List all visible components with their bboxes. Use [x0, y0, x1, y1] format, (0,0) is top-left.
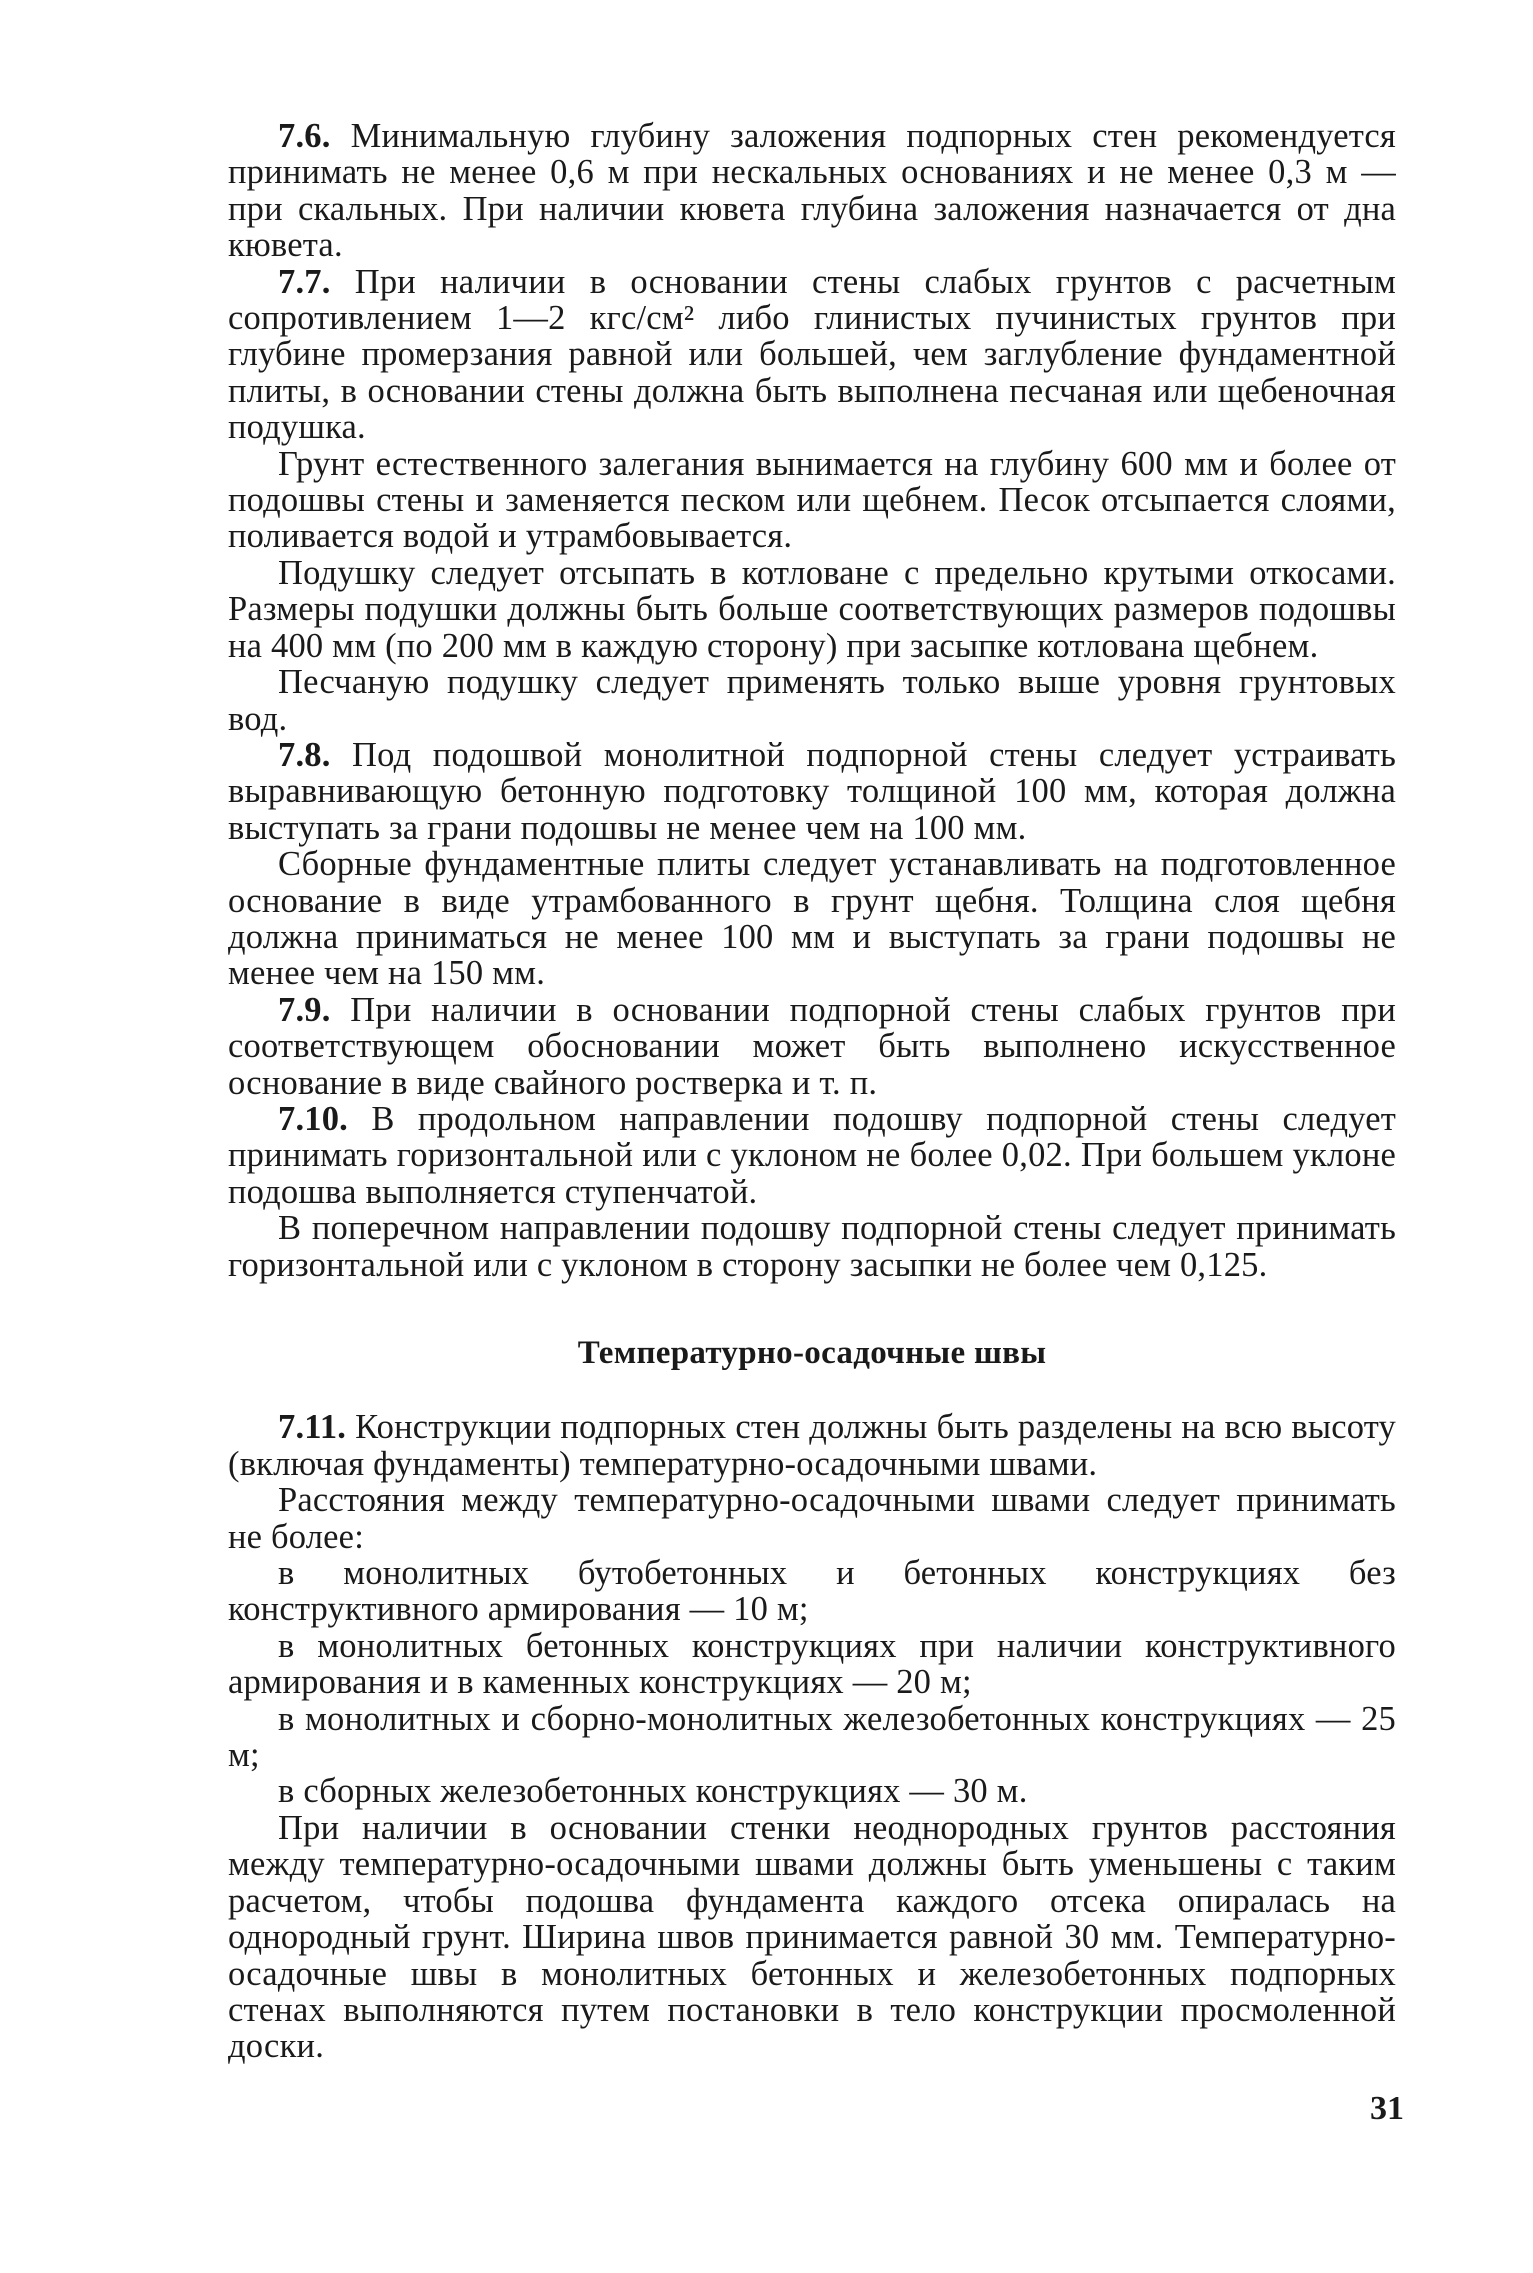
paragraph-transverse-slope [228, 1210, 1396, 1283]
clause-number: 7.7. [278, 262, 331, 301]
paragraph-heterogeneous-soils [228, 1810, 1396, 2065]
paragraph-text: Под подошвой монолитной подпорной стены следует устраивать выравнивающую бетонную подготовку толщиной 100 мм, которая должна выступать за грани подошвы не менее чем на 100 мм. [228, 735, 1396, 847]
paragraph-7-11 [228, 1409, 1396, 1482]
paragraph-text: Подушку следует отсыпать в котловане с предельно крутыми откосами. Размеры подушки должны быть больше соответствующих размеров подошвы на 400 мм (по 200 мм в каждую сторону) при засыпке котлована щебнем. [228, 553, 1396, 665]
paragraph-text: в монолитных бутобетонных и бетонных конструкциях без конструктивного армирования — 10 м; [228, 1554, 1396, 1629]
paragraph-text: Грунт естественного залегания вынимается на глубину 600 мм и более от подошвы стены и заменяется песком или щебнем. Песок отсыпается слоями, поливается водой и утрамбовывается. [228, 444, 1396, 556]
paragraph-7-8 [228, 737, 1396, 846]
list-item-rubble-concrete [228, 1555, 1396, 1628]
paragraph-7-9 [228, 992, 1396, 1101]
clause-number: 7.10. [278, 1099, 348, 1138]
paragraph-text: Минимальную глубину заложения подпорных стен рекомендуется принимать не менее 0,6 м при нескальных основаниях и не менее 0,3 м — при скальных. При наличии кювета глубина заложения назначается от дна кювета. [228, 117, 1397, 265]
page-number: 31 [1370, 2090, 1404, 2127]
list-item-reinforced-concrete-stone [228, 1628, 1396, 1701]
paragraph-cushion-dimensions [228, 555, 1396, 664]
paragraph-text: в монолитных бетонных конструкциях при наличии конструктивного армирования и в каменных конструкциях — 20 м; [228, 1626, 1396, 1702]
paragraph-text: При наличии в основании подпорной стены слабых грунтов при соответствующем обосновании может быть выполнено искусственное основание в виде свайного ростверка и т. п. [228, 990, 1396, 1102]
paragraph-text: Конструкции подпорных стен должны быть разделены на всю высоту (включая фундаменты) температурно-осадочными швами. [228, 1408, 1396, 1483]
paragraph-text: При наличии в основании стены слабых грунтов с расчетным сопротивлением 1—2 кгс/см² либо глинистых пучинистых грунтов при глубине промерзания равной или большей, чем заглубление фундаментной плиты, в основании стены должна быть выполнена песчаная или щебеночная подушка. [228, 262, 1396, 447]
paragraph-text: В поперечном направлении подошву подпорной стены следует принимать горизонтальной или с уклоном в сторону засыпки не более чем 0,125. [228, 1209, 1396, 1284]
paragraph-7-7 [228, 264, 1396, 446]
paragraph-text: Сборные фундаментные плиты следует устанавливать на подготовленное основание в виде утрамбованного в грунт щебня. Толщина слоя щебня должна приниматься не менее 100 мм и выступать за грани подошвы не менее чем на 150 мм. [228, 845, 1396, 993]
clause-number: 7.6. [278, 117, 331, 155]
clause-number: 7.8. [278, 735, 331, 774]
paragraph-7-6 [228, 118, 1396, 264]
document-body [228, 118, 1396, 2065]
clause-number: 7.11. [278, 1408, 347, 1447]
paragraph-7-10 [228, 1101, 1396, 1210]
list-item-prefab-ferroconcrete [228, 1773, 1396, 1809]
paragraph-prefab-plates [228, 846, 1396, 992]
list-item-monolithic-ferroconcrete [228, 1701, 1396, 1774]
paragraph-sand-cushion [228, 664, 1396, 737]
paragraph-soil-replacement [228, 446, 1396, 555]
paragraph-text: Расстояния между температурно-осадочными швами следует принимать не более: [228, 1481, 1396, 1556]
paragraph-joint-spacing [228, 1482, 1396, 1555]
section-heading: Температурно-осадочные швы [577, 1335, 1047, 1371]
paragraph-text: При наличии в основании стенки неоднородных грунтов расстояния между температурно-осадочными швами должны быть уменьшены с таким расчетом, чтобы подошва фундамента каждого отсека опиралась на однородный грунт. Ширина швов принимается равной 30 мм. Температурно-осадочные швы в монолитных бетонных и железобетонных подпорных стенах выполняются путем постановки в тело конструкции просмоленной доски. [228, 1808, 1396, 2066]
clause-number: 7.9. [278, 990, 331, 1029]
paragraph-text: в сборных железобетонных конструкциях — 30 м. [278, 1772, 1028, 1811]
paragraph-text: В продольном направлении подошву подпорной стены следует принимать горизонтальной или с уклоном не более 0,02. При большем уклоне подошва выполняется ступенчатой. [228, 1099, 1396, 1211]
paragraph-text: Песчаную подушку следует применять только выше уровня грунтовых вод. [228, 663, 1396, 738]
paragraph-text: в монолитных и сборно-монолитных железобетонных конструкциях — 25 м; [228, 1699, 1396, 1775]
